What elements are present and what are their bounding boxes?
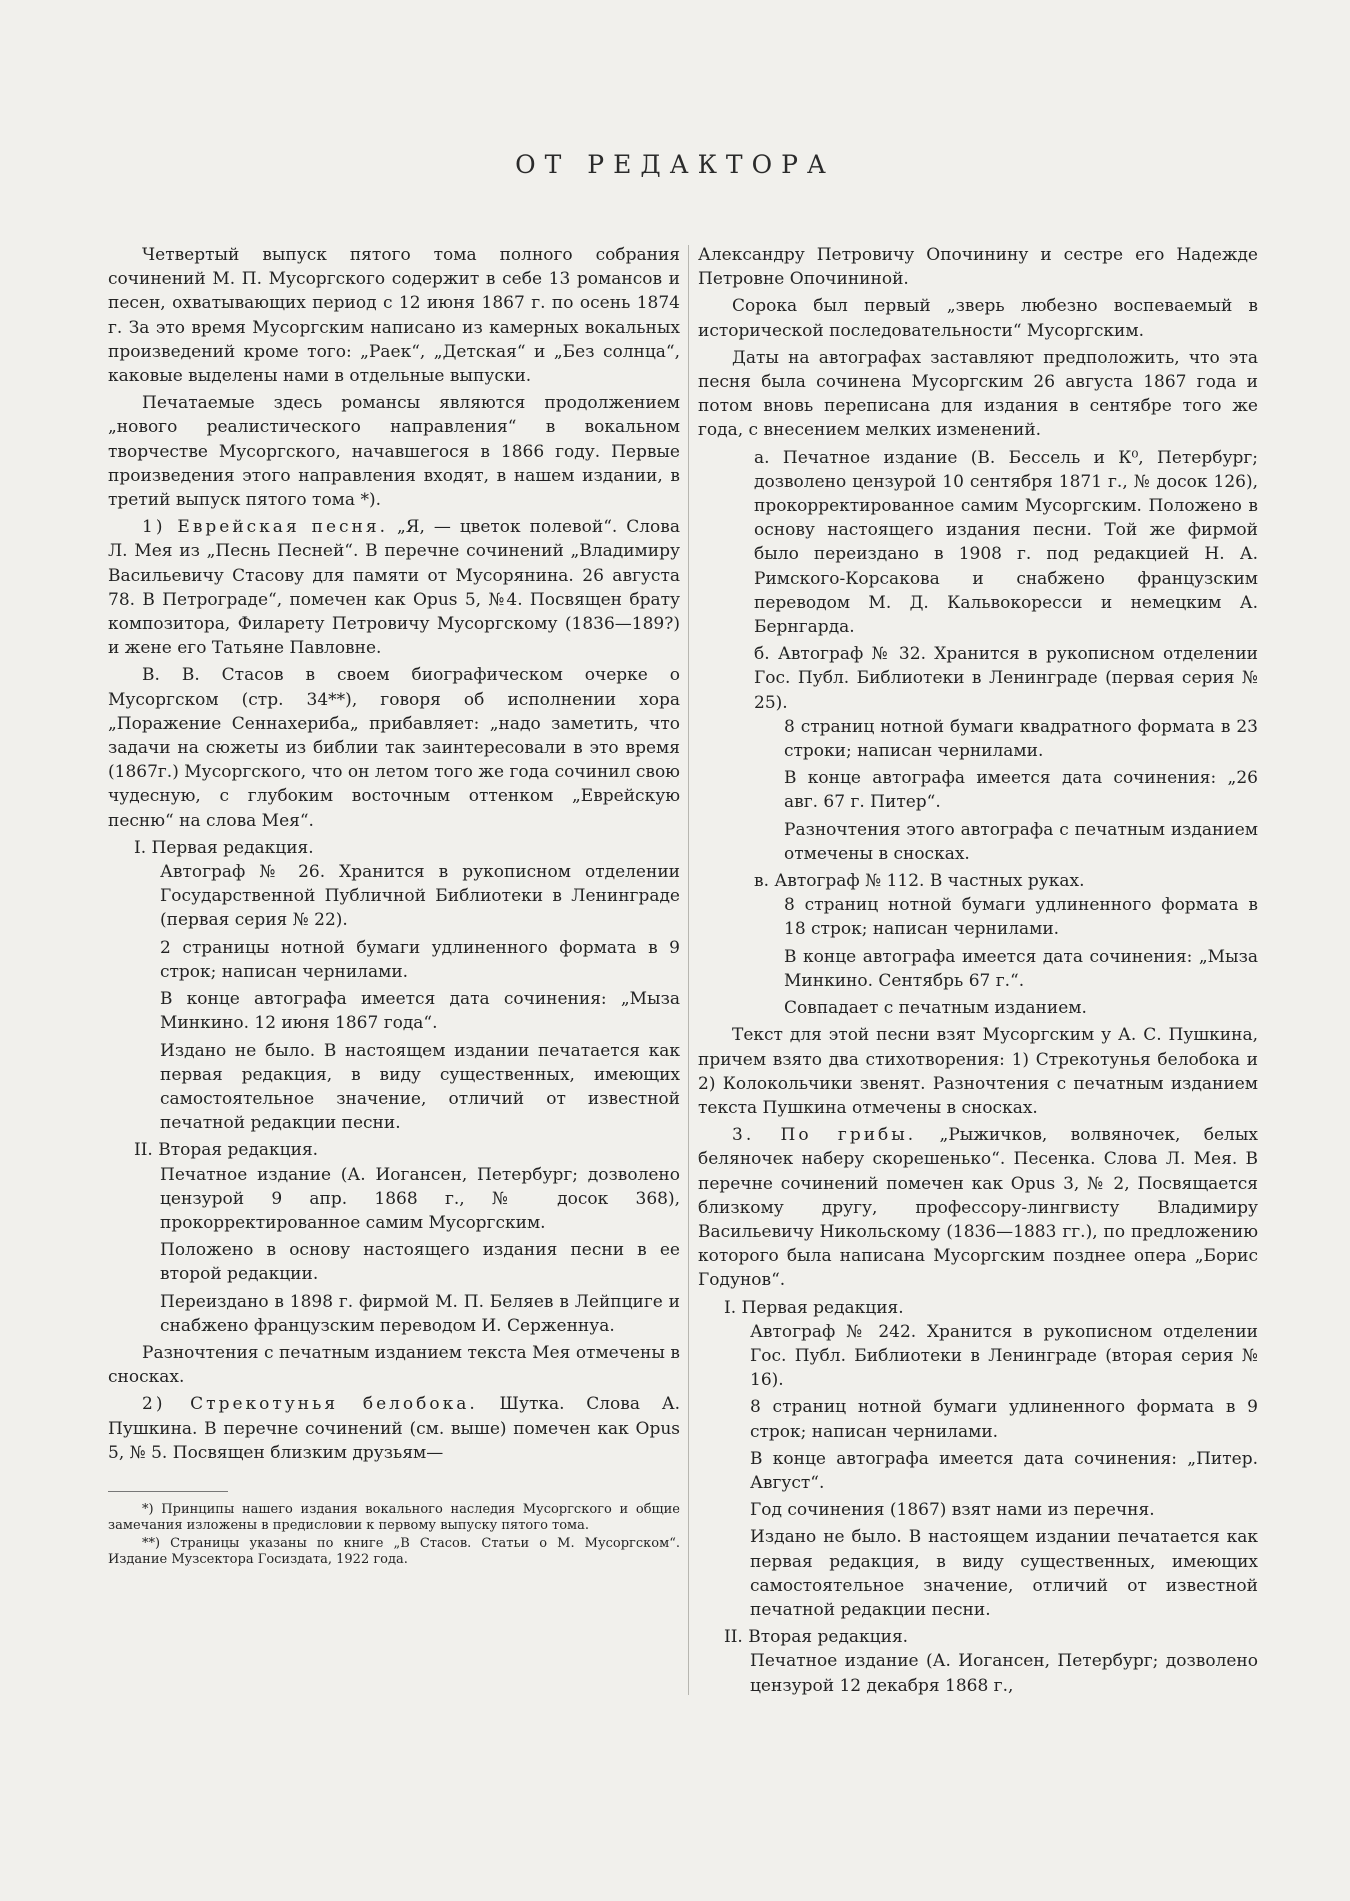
paragraph: Положено в основу настоящего издания песни в ее второй редакции. (160, 1240, 680, 1285)
footnote: **) Страницы указаны по книге „В Стасов. Статьи о М. Мусоргском“. Издание Музсектора Госиздата, 1922 года. (108, 1535, 680, 1567)
paragraph: Даты на автографах заставляют предположить, что эта песня была сочинена Мусоргским 26 августа 1867 года и потом вновь переписана для издания в сентябре того же года, с внесением мелких изменений. (698, 347, 1258, 441)
song-heading: 2) Стрекотунья белобока. (142, 1394, 478, 1415)
footnote: *) Принципы нашего издания вокального наследия Мусоргского и общие замечания изложены в предисловии к первому выпуску пятого тома. (108, 1501, 680, 1533)
paragraph (698, 1123, 1258, 1292)
paragraph: 8 страниц нотной бумаги квадратного формата в 23 строки; написан чернилами. (784, 716, 1258, 762)
footnote-divider (108, 1491, 228, 1492)
paragraph: Текст для этой песни взят Мусоргским у А. С. Пушкина, причем взято два стихотворения: 1) Стрекотунья белобока и 2) Колокольчики звенят. Разночтения с печатным изданием текста Пушкина отмечены в сносках. (698, 1025, 1258, 1118)
edition-block (108, 1138, 680, 1338)
edition-block (698, 1625, 1258, 1698)
paragraph: В конце автографа имеется дата сочинения: „Мыза Минкино. 12 июня 1867 года“. (160, 989, 680, 1034)
paragraph: 2 страницы нотной бумаги удлиненного формата в 9 строк; написан чернилами. (160, 937, 680, 982)
paragraph: Разночтения этого автографа с печатным изданием отмечены в сносках. (784, 819, 1258, 864)
paragraph-text: „Я, — цветок полевой“. Слова Л. Мея из „Песнь Песней“. В перечне сочинений „Владимиру Васильевичу Стасову для памяти от Мусорянина. 26 августа 78. В Петрограде“, помечен как Opus 5, №4. Посвящен брату композитора, Филарету Петровичу Мусоргскому (1836—189?) и жене его Татьяне Павловне. (108, 517, 680, 659)
paragraph: Печатное издание (А. Иогансен, Петербург; дозволено цензурой 9 апр. 1868 г., № досок 368), прокорректированное самим Мусоргским. (160, 1164, 680, 1233)
paragraph: Издано не было. В настоящем издании печатается как первая редакция, в виду существенных, имеющих самостоятельное значение, отличий от известной печатной редакции песни. (750, 1527, 1258, 1620)
paragraph: 8 страниц нотной бумаги удлиненного формата в 18 строк; написан чернилами. (784, 895, 1258, 940)
column-divider (688, 245, 689, 1695)
edition-block (108, 836, 680, 1135)
source-block (698, 446, 1258, 640)
paragraph: Автограф № 26. Хранится в рукописном отделении Государственной Публичной Библиотеки в Ленинграде (первая серия № 22). (160, 862, 680, 931)
source-label: в. Автограф № 112. В частных руках. (754, 871, 1085, 892)
paragraph (108, 515, 680, 660)
edition-block (698, 1296, 1258, 1623)
paragraph (108, 1392, 680, 1465)
paragraph: В конце автографа имеется дата сочинения: „26 авг. 67 г. Питер“. (784, 768, 1258, 813)
source-label: б. Автограф № 32. Хранится в рукописном отделении Гос. Публ. Библиотеки в Ленинграде (первая серия № 25). (754, 644, 1258, 713)
paragraph: Печатаемые здесь романсы являются продолжением „нового реалистического направления“ в вокальном творчестве Мусоргского, начавшегося в 1866 году. Первые произведения этого направления входят, в нашем издании, в третий выпуск пятого тома *). (108, 393, 680, 511)
paragraph: В конце автографа имеется дата сочинения: „Мыза Минкино. Сентябрь 67 г.“. (784, 946, 1258, 991)
paragraph: Александру Петровичу Опочинину и сестре его Надежде Петровне Опочининой. (698, 245, 1258, 290)
paragraph: Сорока был первый „зверь любезно воспеваемый в исторической последовательности“ Мусоргским. (698, 296, 1258, 341)
paragraph: 8 страниц нотной бумаги удлиненного формата в 9 строк; написан чернилами. (750, 1397, 1258, 1442)
source-block (698, 869, 1258, 1020)
paragraph: Год сочинения (1867) взят нами из перечня. (750, 1500, 1155, 1521)
paragraph-text: „Рыжичков, волвяночек, белых беляночек наберу скорешенько“. Песенка. Слова Л. Мея. В перечне сочинений помечен как Opus 3, № 2, Посвящается близкому другу, профессору-лингвисту Владимиру Васильевичу Никольскому (1836—1883 гг.), по предложению которого была написана Мусоргским позднее опера „Борис Годунов“. (698, 1125, 1258, 1291)
source-item: а. Печатное издание (В. Бессель и К⁰, Петербург; дозволено цензурой 10 сентября 1871 г., № досок 126), прокорректированное самим Мусоргским. Положено в основу настоящего издания песни. Той же фирмой было переиздано в 1908 г. под редакцией Н. А. Римского-Корсакова и снабжено французским переводом М. Д. Кальвокоресси и немецким А. Бернгарда. (754, 447, 1258, 638)
paragraph: Совпадает с печатным изданием. (784, 998, 1087, 1019)
source-block (698, 642, 1258, 866)
left-column (108, 243, 680, 1570)
paragraph: Издано не было. В настоящем издании печатается как первая редакция, в виду существенных, имеющих самостоятельное значение, отличий от известной печатной редакции песни. (160, 1040, 680, 1134)
paragraph-text: Шутка. Слова А. Пушкина. В перечне сочинений (см. выше) помечен как Opus 5, № 5. Посвящен близким друзьям— (108, 1394, 680, 1463)
paragraph: Автограф № 242. Хранится в рукописном отделении Гос. Публ. Библиотеки в Ленинграде (вторая серия № 16). (750, 1321, 1258, 1391)
edition-label: II. Вторая редакция. (724, 1627, 909, 1648)
paragraph: Печатное издание (А. Иогансен, Петербург; дозволено цензурой 12 декабря 1868 г., (750, 1651, 1258, 1696)
paragraph: Четвертый выпуск пятого тома полного собрания сочинений М. П. Мусоргского содержит в себе 13 романсов и песен, охватывающих период с 12 июня 1867 г. по осень 1874 г. За это время Мусоргским написано из камерных вокальных произведений кроме того: „Раек“, „Детская“ и „Без солнца“, каковые выделены нами в отдельные выпуски. (108, 245, 680, 387)
song-heading: 1) Еврейская песня. (142, 517, 389, 538)
right-column (698, 243, 1258, 1701)
paragraph: Разночтения с печатным изданием текста Мея отмечены в сносках. (108, 1342, 680, 1388)
song-heading: 3. По грибы. (732, 1125, 917, 1146)
paragraph: Переиздано в 1898 г. фирмой М. П. Беляев в Лейпциге и снабжено французским переводом И. Серженнуа. (160, 1291, 680, 1336)
edition-label: I. Первая редакция. (724, 1297, 904, 1318)
edition-label: II. Вторая редакция. (134, 1140, 319, 1161)
edition-label: I. Первая редакция. (134, 837, 314, 858)
page-title: ОТ РЕДАКТОРА (515, 150, 835, 179)
paragraph: В. В. Стасов в своем биографическом очерке о Мусоргском (стр. 34**), говоря об исполнении хора „Поражение Сеннахериба„ прибавляет: „надо заметить, что задачи на сюжеты из библии так заинтересовали в это время (1867г.) Мусоргского, что он летом того же года сочинил свою чудесную, с глубоким восточным оттенком „Еврейскую песню“ на слова Мея“. (108, 665, 680, 831)
paragraph: В конце автографа имеется дата сочинения: „Питер. Август“. (750, 1448, 1258, 1493)
